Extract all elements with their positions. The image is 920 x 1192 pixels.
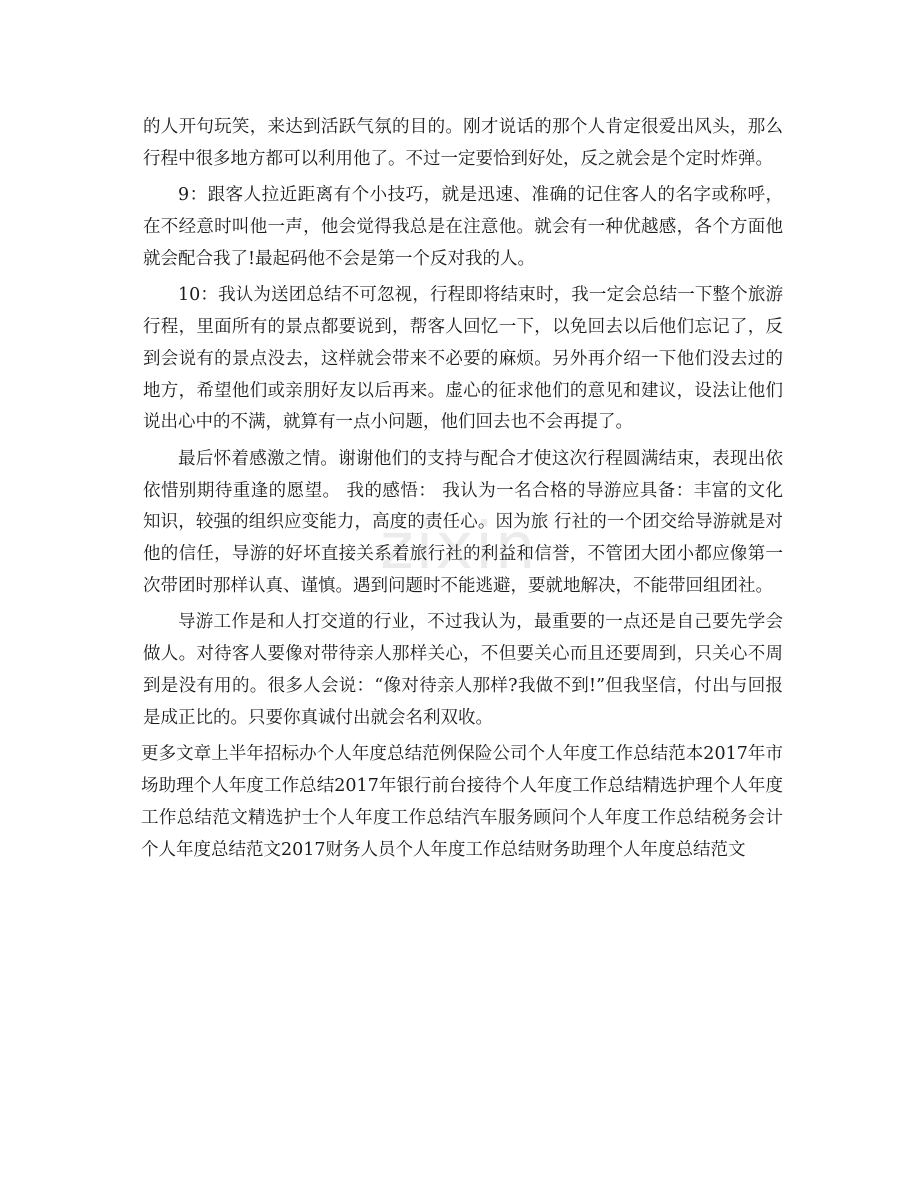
paragraph-reflection: 最后怀着感激之情。谢谢他们的支持与配合才使这次行程圆满结束，表现出依依惜别期待重逢的愿望。 我的感悟： 我认为一名合格的导游应具备：丰富的文化知识，较强的组织应变能力，高度的责任心。因为旅 行社的一个团交给导游就是对他的信任，导游的好坏直接关系着旅行社的利益和信誉，不管团大团小都应像第一次带团时那样认真、谨慎。遇到问题时不能逃避，要就地解决，不能带回组团社。 <box>143 448 783 596</box>
more-articles-link[interactable]: 更多文章上半年招标办个人年度总结范例保险公司个人年度工作总结范本2017年市场助理个人年度工作总结2017年银行前台接待个人年度工作总结精选护理个人年度工作总结范文精选护士个人年度工作总结汽车服务顾问个人年度工作总结税务会计个人年度总结范文2017财务人员个人年度工作总结财务助理个人年度总结范文 <box>141 744 783 860</box>
paragraph-conclusion: 导游工作是和人打交道的行业，不过我认为，最重要的一点还是自己要先学会做人。对待客人要像对带待亲人那样关心，不但要关心而且还要周到，只关心不周到是没有用的。很多人会说：“像对待亲人那样?我做不到!”但我坚信，付出与回报是成正比的。只要你真诚付出就会名利双收。 <box>143 612 783 728</box>
document-body <box>143 112 783 866</box>
paragraph-continuation: 的人开句玩笑，来达到活跃气氛的目的。刚才说话的那个人肯定很爱出风头，那么行程中很多地方都可以利用他了。不过一定要恰到好处，反之就会是个定时炸弹。 <box>143 117 783 169</box>
watermark: zixin <box>380 510 538 584</box>
paragraph-tip-10: 10：我认为送团总结不可忽视，行程即将结束时，我一定会总结一下整个旅游行程，里面所有的景点都要说到，帮客人回忆一下，以免回去以后他们忘记了，反到会说有的景点没去，这样就会带来不必要的麻烦。另外再介绍一下他们没去过的地方，希望他们或亲朋好友以后再来。虚心的征求他们的意见和建议，设法让他们说出心中的不满，就算有一点小问题，他们回去也不会再提了。 <box>143 285 783 433</box>
paragraph-tip-9: 9：跟客人拉近距离有个小技巧，就是迅速、准确的记住客人的名字或称呼，在不经意时叫他一声，他会觉得我总是在注意他。就会有一种优越感，各个方面他就会配合我了!最起码他不会是第一个反对我的人。 <box>143 185 783 269</box>
